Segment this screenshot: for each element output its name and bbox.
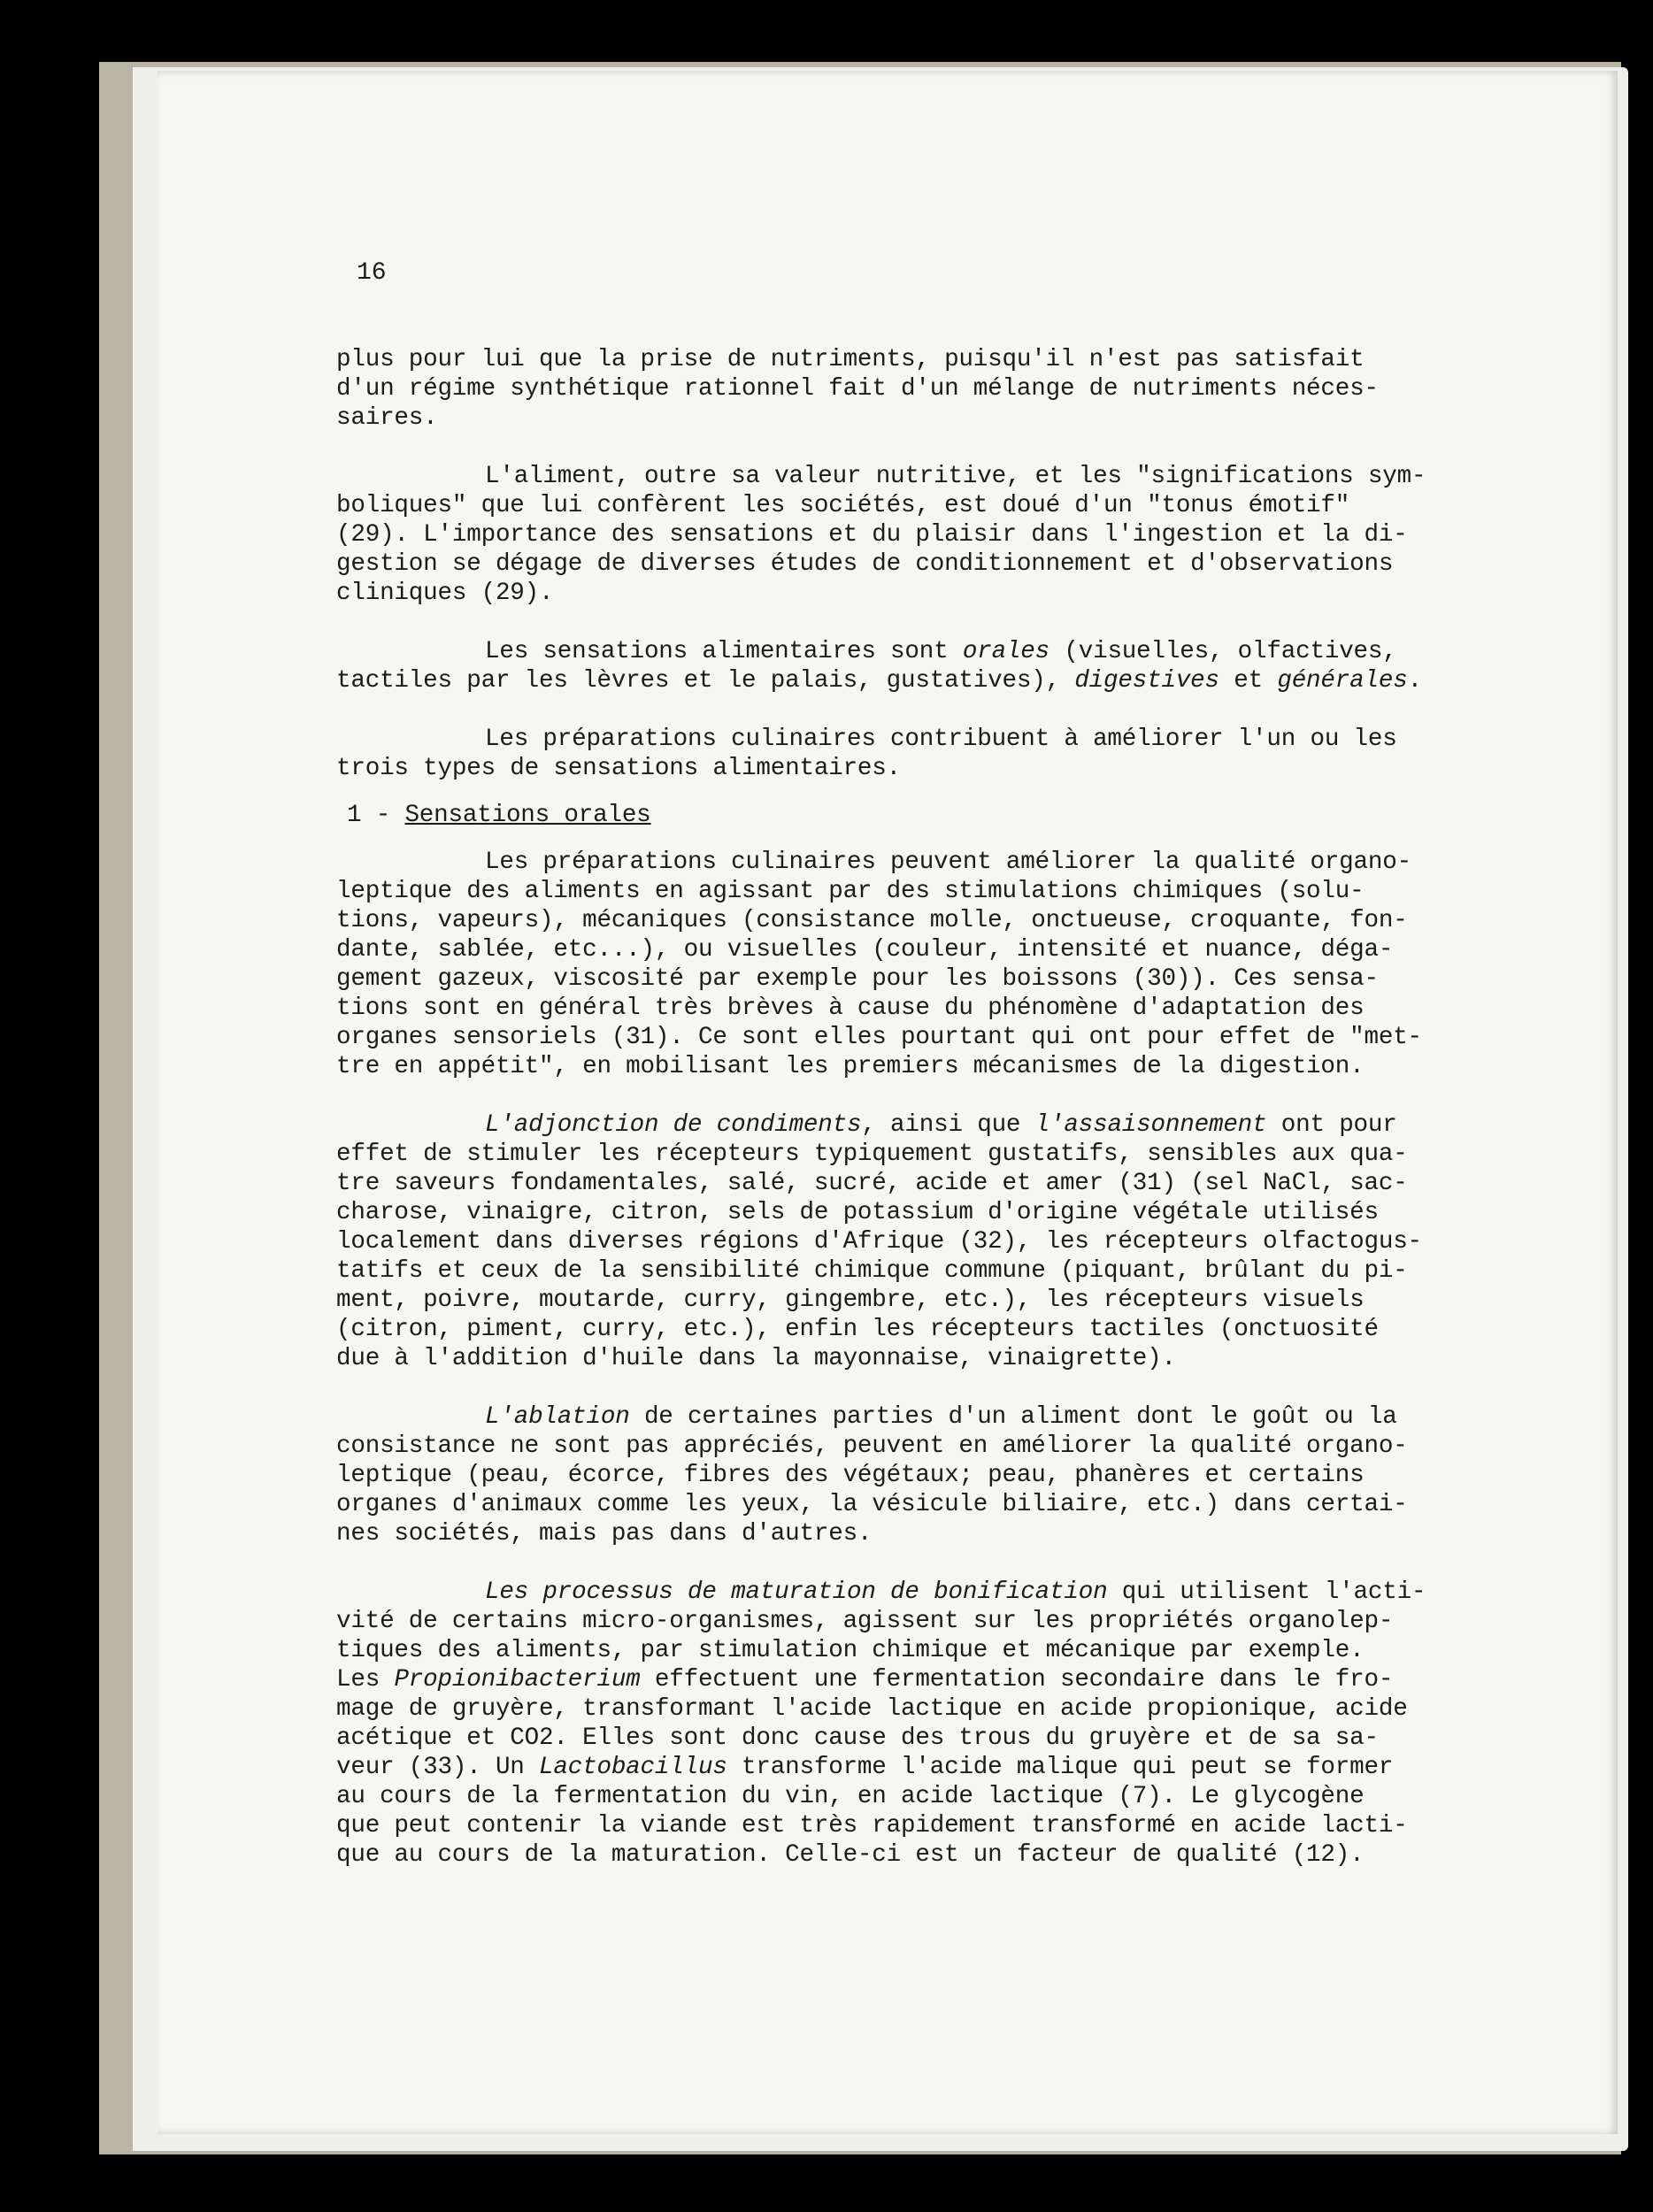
text-line: que au cours de la maturation. Celle-ci est un facteur de qualité (12). — [336, 1841, 1365, 1869]
text-line: organes sensoriels (31). Ce sont elles pourtant qui ont pour effet de "met- — [336, 1024, 1422, 1051]
text-line: localement dans diverses régions d'Afrique (32), les récepteurs olfactogus- — [336, 1228, 1422, 1256]
text-line: organes d'animaux comme les yeux, la vésicule biliaire, etc.) dans certai- — [336, 1491, 1408, 1518]
paragraph — [336, 1110, 1495, 1373]
text-line: acétique et CO2. Elles sont donc cause des trous du gruyère et de sa sa- — [336, 1724, 1379, 1752]
text-line: tiques des aliments, par stimulation chimique et mécanique par exemple. — [336, 1637, 1365, 1664]
text-line: ment, poivre, moutarde, curry, gingembre, etc.), les récepteurs visuels — [336, 1286, 1365, 1314]
text-line: tre en appétit", en mobilisant les premiers mécanismes de la digestion. — [336, 1053, 1365, 1080]
text-line: Les processus de maturation de bonification qui utilisent l'acti- — [485, 1578, 1426, 1606]
paragraph — [336, 637, 1495, 695]
text-line: saires. — [336, 404, 438, 432]
text-line: mage de gruyère, transformant l'acide lactique en acide propionique, acide — [336, 1695, 1408, 1723]
text-line: (citron, piment, curry, etc.), enfin les récepteurs tactiles (onctuosité — [336, 1316, 1379, 1343]
text-line: veur (33). Un Lactobacillus transforme l'acide malique qui peut se former — [336, 1754, 1394, 1781]
paragraph — [336, 462, 1495, 608]
text-line: L'adjonction de condiments, ainsi que l'assaisonnement ont pour — [485, 1111, 1397, 1139]
text-line: Les sensations alimentaires sont orales (visuelles, olfactives, — [485, 638, 1397, 665]
text-line: Les préparations culinaires peuvent améliorer la qualité organo- — [485, 849, 1411, 876]
text-line: trois types de sensations alimentaires. — [336, 755, 901, 782]
text-line: gestion se dégage de diverses études de conditionnement et d'observations — [336, 550, 1394, 578]
paragraph — [336, 1402, 1495, 1548]
body-text — [336, 345, 1495, 1870]
paragraph — [336, 1578, 1495, 1870]
text-line: d'un régime synthétique rationnel fait d'un mélange de nutriments néces- — [336, 375, 1379, 403]
section-heading: 1 - Sensations orales — [347, 802, 651, 829]
text-line: Les préparations culinaires contribuent à améliorer l'un ou les — [485, 726, 1397, 753]
text-line: plus pour lui que la prise de nutriments, puisqu'il n'est pas satisfait — [336, 346, 1365, 373]
text-line: leptique des aliments en agissant par des stimulations chimiques (solu- — [336, 878, 1365, 905]
page-number: 16 — [357, 259, 387, 287]
text-line: due à l'addition d'huile dans la mayonnaise, vinaigrette). — [336, 1345, 1176, 1372]
text-line: gement gazeux, viscosité par exemple pour les boissons (30)). Ces sensa- — [336, 965, 1379, 993]
text-line: (29). L'importance des sensations et du plaisir dans l'ingestion et la di- — [336, 521, 1408, 549]
paragraph — [336, 725, 1495, 783]
text-line: L'ablation de certaines parties d'un aliment dont le goût ou la — [485, 1403, 1397, 1431]
text-line: dante, sablée, etc...), ou visuelles (couleur, intensité et nuance, déga- — [336, 936, 1394, 964]
text-line: charose, vinaigre, citron, sels de potassium d'origine végétale utilisés — [336, 1199, 1379, 1226]
text-line: tions, vapeurs), mécaniques (consistance molle, onctueuse, croquante, fon- — [336, 907, 1408, 934]
text-line: effet de stimuler les récepteurs typiquement gustatifs, sensibles aux qua- — [336, 1141, 1408, 1168]
text-line: L'aliment, outre sa valeur nutritive, et les "significations sym- — [485, 463, 1426, 490]
text-line: leptique (peau, écorce, fibres des végétaux; peau, phanères et certains — [336, 1462, 1365, 1489]
text-line: tre saveurs fondamentales, salé, sucré, acide et amer (31) (sel NaCl, sac- — [336, 1170, 1408, 1197]
text-line: que peut contenir la viande est très rapidement transformé en acide lacti- — [336, 1812, 1408, 1839]
text-line: consistance ne sont pas appréciés, peuvent en améliorer la qualité organo- — [336, 1432, 1408, 1460]
text-line: Les Propionibacterium effectuent une fermentation secondaire dans le fro- — [336, 1666, 1394, 1694]
text-line: nes sociétés, mais pas dans d'autres. — [336, 1520, 873, 1548]
text-line: tatifs et ceux de la sensibilité chimique commune (piquant, brûlant du pi- — [336, 1257, 1408, 1285]
text-line: boliques" que lui confèrent les sociétés, est doué d'un "tonus émotif" — [336, 492, 1350, 519]
text-line: vité de certains micro-organismes, agissent sur les propriétés organolep- — [336, 1608, 1394, 1635]
paragraph — [336, 345, 1495, 433]
text-line: cliniques (29). — [336, 580, 554, 607]
paragraph — [336, 848, 1495, 1081]
text-line: tions sont en général très brèves à cause du phénomène d'adaptation des — [336, 995, 1365, 1022]
text-line: au cours de la fermentation du vin, en acide lactique (7). Le glycogène — [336, 1783, 1365, 1810]
text-line: tactiles par les lèvres et le palais, gustatives), digestives et générales. — [336, 667, 1422, 695]
